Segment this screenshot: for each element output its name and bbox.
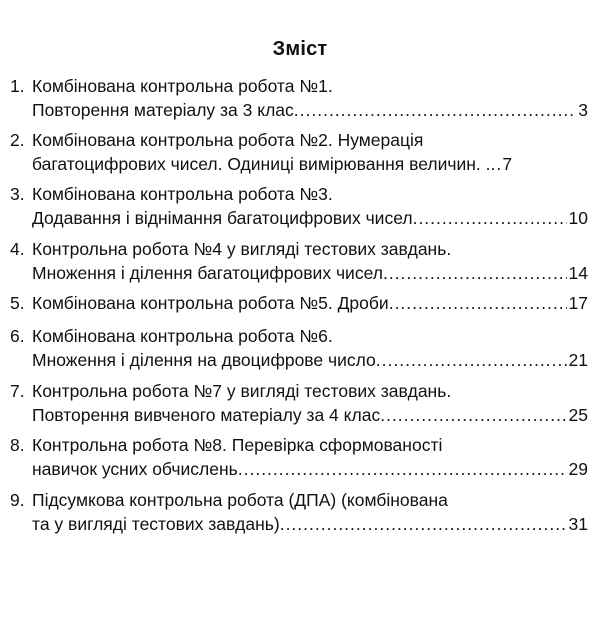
dot-leader [386,403,566,427]
entry-title-line2: Додавання і віднімання багатоцифрових чисел. [32,208,418,228]
entry-title-line1: Комбінована контрольна робота №2. Нумерація [32,130,424,150]
entry-number: 1. [10,76,25,96]
entry-number: 8. [10,435,25,455]
dot-leader [496,152,500,176]
entry-title-line2: багатоцифрових чисел. Одиниці вимірювання величин. .. [32,154,496,174]
entry-title-line2: Повторення вивченого матеріалу за 4 клас. [32,405,386,425]
entry-number: 9. [10,490,25,510]
entry-page-number: 29 [568,459,588,479]
entry-title-line1: Комбінована контрольна робота №1. [32,76,333,96]
entry-number: 4. [10,239,25,259]
entry-title-line2: навичок усних обчислень. [32,459,243,479]
entry-number: 6. [10,326,25,346]
entry-page-number: 14 [568,263,588,283]
entry-title-line1: Комбінована контрольна робота №3. [32,184,333,204]
entry-number: 3. [10,184,25,204]
entry-page-number: 31 [568,514,588,534]
entry-title-line2: Множення і ділення багатоцифрових чисел. [32,263,388,283]
toc-entry[interactable] [10,237,598,285]
dot-leader [300,98,577,122]
entry-page-number: 3 [578,100,588,120]
dot-leader [389,261,567,285]
toc-entry[interactable] [10,128,598,176]
entry-page-number: 21 [568,350,588,370]
entry-page-number: 25 [568,405,588,425]
toc-entry[interactable] [10,488,598,536]
dot-leader [395,291,567,315]
entry-title-line1: Комбінована контрольна робота №6. [32,326,333,346]
entry-page-number: 17 [568,293,588,313]
toc-entry[interactable] [10,324,598,372]
entry-title-line1: Контрольна робота №7 у вигляді тестових завдань. [32,381,452,401]
toc-entry[interactable] [10,433,598,481]
entry-title-line1: Комбінована контрольна робота №5. Дроби. [32,293,394,313]
entry-title-line2: та у вигляді тестових завдань). [32,514,285,534]
entry-title-line1: Підсумкова контрольна робота (ДПА) (комбінована [32,490,448,510]
entry-page-number: 10 [568,208,588,228]
entry-number: 7. [10,381,25,401]
entry-page-number: 7 [502,154,513,174]
toc-entry[interactable] [10,74,598,122]
dot-leader [418,206,566,230]
dot-leader [244,457,567,481]
toc-entry[interactable] [10,291,598,315]
entry-number: 5. [10,293,25,313]
toc-entry[interactable] [10,182,598,230]
entry-number: 2. [10,130,25,150]
entry-title-line1: Контрольна робота №4 у вигляді тестових завдань. [32,239,452,259]
page-title: Зміст [272,38,328,60]
entry-title-line2: Множення і ділення на двоцифрове число. [32,350,381,370]
entry-title-line2: Повторення матеріалу за 3 клас. [32,100,299,120]
dot-leader [286,512,567,536]
entry-title-line1: Контрольна робота №8. Перевірка сформованості [32,435,443,455]
toc-entry[interactable] [10,379,598,427]
dot-leader [382,348,567,372]
